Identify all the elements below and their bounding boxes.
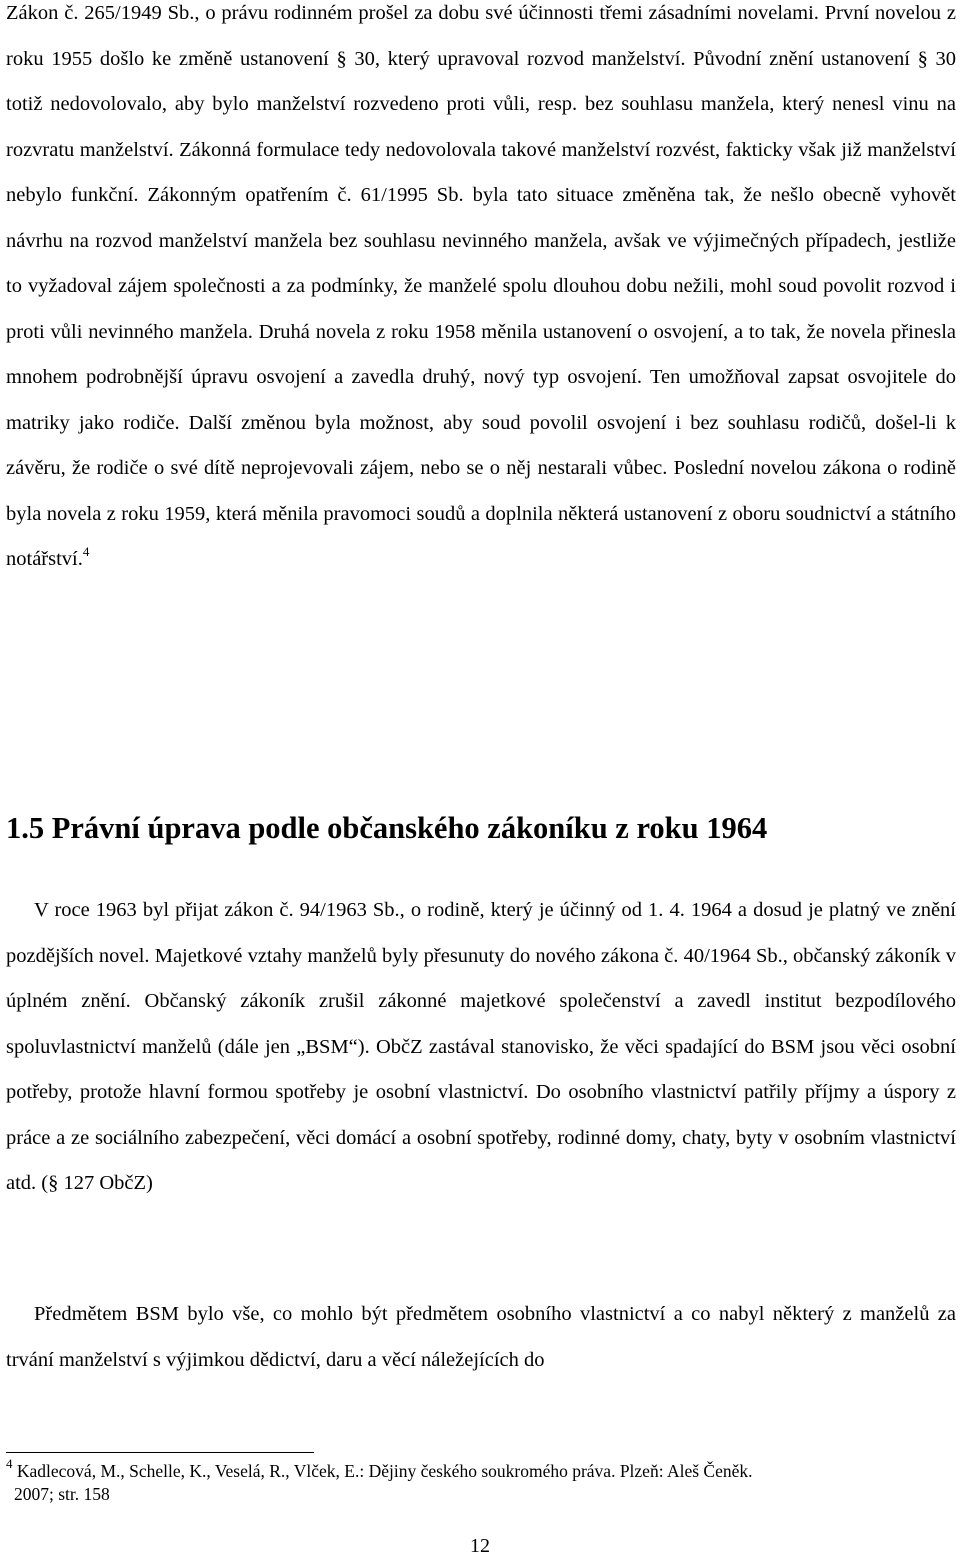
text-line: rodinné domy, chaty, byty v osobním vlastnictví atd. (§ 127 ObčZ) — [6, 1126, 957, 1194]
paragraph-bsm-subject — [6, 1292, 956, 1383]
footnote — [6, 1456, 946, 1506]
text-line: zákona o rodině byla novela z roku 1959, která měnila pravomoci soudů a doplnila některá — [6, 457, 957, 525]
text-line: Předmětem BSM bylo vše, co mohlo být předmětem osobního vlastnictví a co nabyl — [34, 1303, 765, 1325]
text-line: Zákonná formulace tedy nedovolovala takové manželství rozvést, fakticky však již — [179, 138, 862, 161]
text-line: nevinného manžela, avšak ve výjimečných případech, jestliže to vyžadoval zájem — [6, 229, 956, 297]
text-line: rozvedeno proti vůli, resp. bez souhlasu manžela, který nenesl vinu na rozvratu manželství. — [6, 93, 956, 161]
text-line: druhý, nový typ osvojení. Ten umožňoval zapsat osvojitele do matriky jako rodiče. Další — [6, 366, 957, 434]
text-line: patřily příjmy a úspory z práce a ze sociálního zabezpečení, věci domácí a osobní spotřeby, — [6, 1081, 957, 1149]
text-line: některý z manželů za trvání manželství s výjimkou dědictví, daru a věcí náležejících do — [6, 1303, 956, 1371]
text-line: manželství nebylo funkční. Zákonným opatřením č. 61/1995 Sb. byla tato situace změněna — [6, 138, 956, 206]
text-line: společnosti a za podmínky, že manželé spolu dlouhou dobu nežili, mohl soud povolit — [173, 275, 882, 297]
paragraph-civil-code-1964 — [6, 888, 956, 1207]
text-line: nového zákona č. 40/1964 Sb., občanský zákoník v úplném znění. Občanský zákoník zrušil — [6, 944, 956, 1012]
text-line: potřeby, protože hlavní formou spotřeby je osobní vlastnictví. Do osobního vlastnictví — [6, 1081, 737, 1103]
footnote-text: Kadlecová, M., Schelle, K., Veselá, R., Vlček, E.: Dějiny českého soukromého práva. Plzeň: Aleš Čeněk. — [16, 1461, 753, 1481]
text-line: V roce 1963 byl přijat zákon č. 94/1963 Sb., o rodině, který je účinný od 1. 4. 1964 a — [34, 899, 748, 921]
text-line: změnou byla možnost, aby soud povolil osvojení i bez souhlasu rodičů, došel-li k závěru, — [6, 411, 957, 479]
text-line: novelami. První novelou z roku 1955 došlo ke změně ustanovení § 30, který upravoval — [6, 2, 957, 70]
section-heading: 1.5 Právní úprava podle občanského zákoníku z roku 1964 — [6, 811, 768, 845]
text-line: ustanovení z oboru soudnictví a státního notářství. — [6, 502, 956, 570]
text-line: tak, že nešlo obecně vyhovět návrhu na rozvod manželství manžela bez souhlasu — [6, 184, 957, 252]
text-line: rozvod i proti vůli nevinného manžela. Druhá novela z roku 1958 měnila ustanovení o — [6, 275, 956, 343]
paragraph-novels-1949 — [6, 0, 956, 583]
text-line: zákonné majetkové společenství a zavedl institut bezpodílového spoluvlastnictví manželů — [6, 990, 956, 1058]
page-number: 12 — [470, 1535, 490, 1557]
footnote-continuation: 2007; str. 158 — [14, 1484, 110, 1504]
text-line: osvojení, a to tak, že novela přinesla mnohem podrobnější úpravu osvojení a zavedla — [6, 320, 956, 388]
footnote-divider — [6, 1452, 314, 1453]
footnote-number: 4 — [6, 1456, 13, 1471]
text-line: (dále jen „BSM“). ObčZ zastával stanovisko, že věci spadající do BSM jsou věci osobní — [217, 1035, 956, 1058]
footnote-reference[interactable]: 4 — [82, 544, 90, 559]
text-line: rozvod manželství. Původní znění ustanovení § 30 totiž nedovolovalo, aby bylo manželství — [6, 47, 957, 115]
text-line: dosud je platný ve znění pozdějších novel. Majetkové vztahy manželů byly přesunuty do — [6, 899, 956, 967]
text-line: že rodiče o své dítě neprojevovali zájem, nebo se o něj nestarali vůbec. Poslední novelou — [72, 457, 817, 479]
text-line: Zákon č. 265/1949 Sb., o právu rodinném prošel za dobu své účinnosti třemi zásadními — [6, 2, 732, 24]
